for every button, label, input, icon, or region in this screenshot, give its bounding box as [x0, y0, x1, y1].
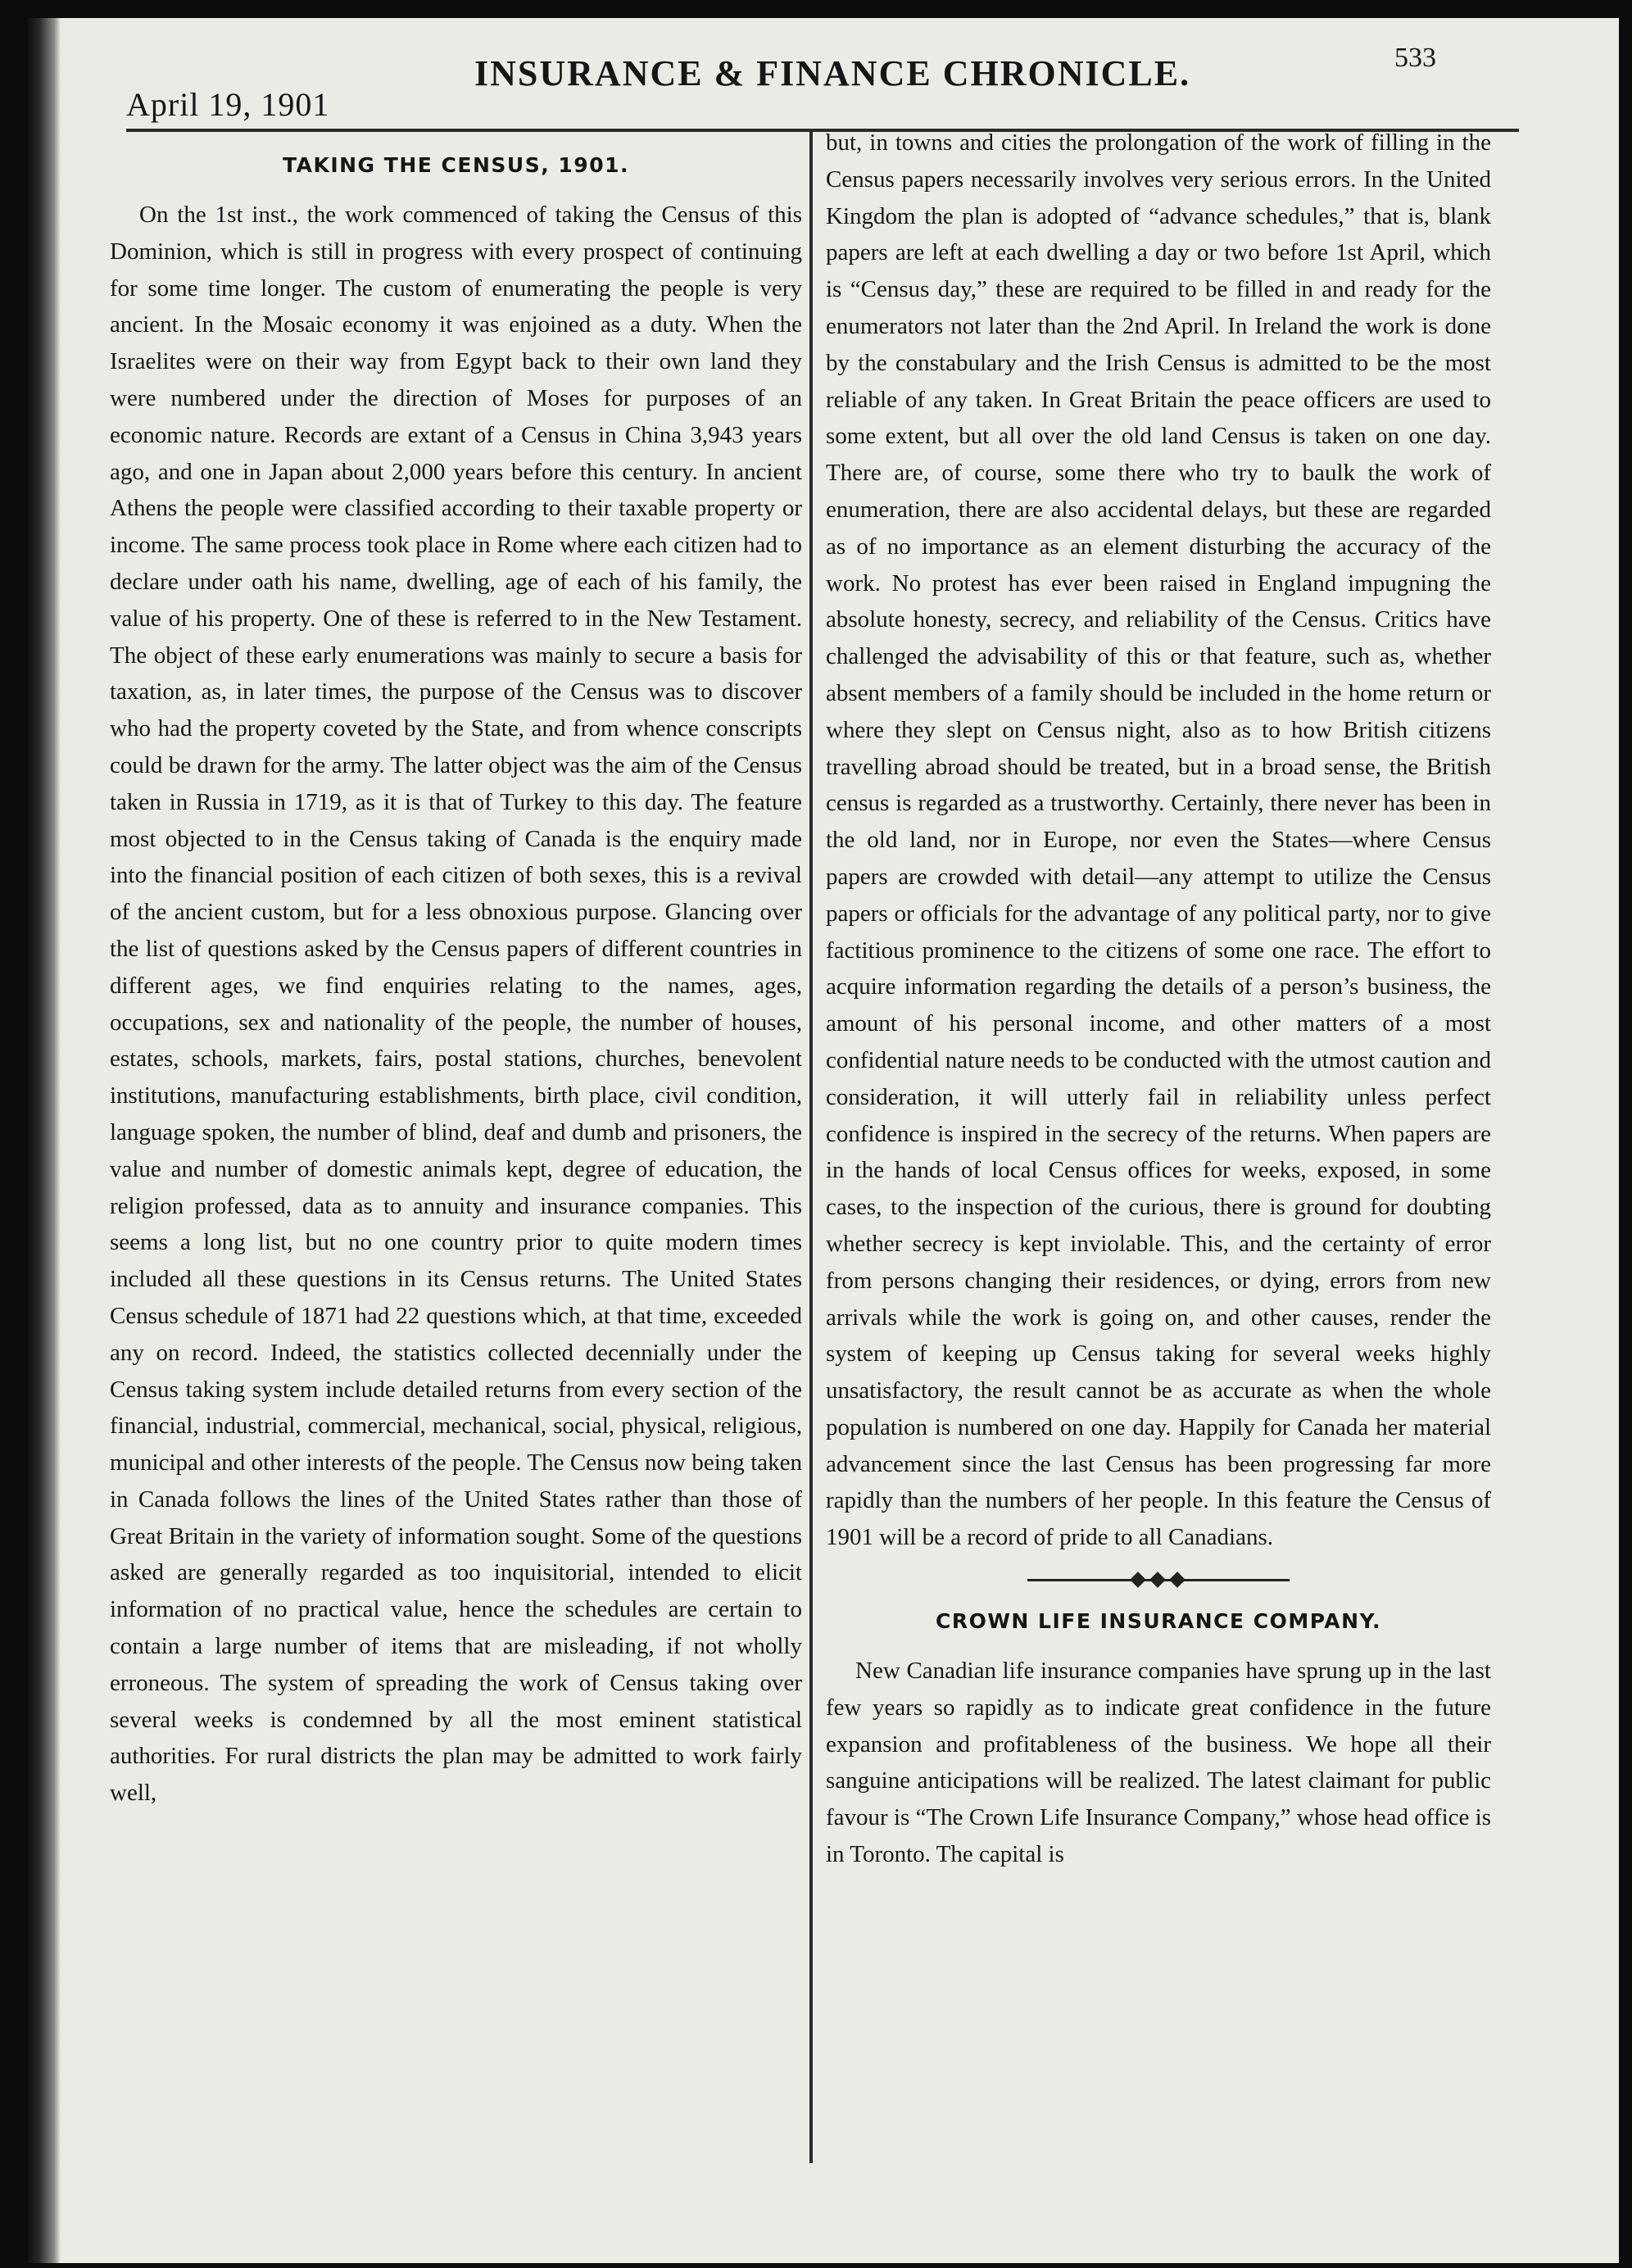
masthead-title: INSURANCE & FINANCE CHRONICLE.	[474, 53, 1191, 93]
right-column	[785, 125, 1491, 1873]
crown-life-paragraph-1: New Canadian life insurance companies have sprung up in the last few years so rapidly as to indicate great confidence in the future expansion and profitableness of the business. We hope all their sanguine anticipations will be realized. The latest claimant for public favour is “The Crown Life Insurance Company,” whose head office is in Toronto. The capital is	[826, 1658, 1491, 1868]
page-header	[28, 18, 1619, 141]
page-number: 533	[1394, 43, 1436, 73]
ornament-diamond	[1149, 1572, 1166, 1588]
article-title-crown-life: CROWN LIFE INSURANCE COMPANY.	[935, 1609, 1382, 1634]
left-column	[110, 149, 802, 1812]
ornament-diamond	[1130, 1572, 1146, 1588]
census-paragraph-1: On the 1st inst., the work commenced of taking the Census of this Dominion, which is still in progress with every prospect of continuing for some time longer. The custom of enumerating the people is very ancient. In the Mosaic economy it was enjoined as a duty. When the Israelites were on their way from Egypt back to their own land they were numbered under the direction of Moses for purposes of an economic nature. Records are extant of a Census in China 3,943 years ago, and one in Japan about 2,000 years before this century. In ancient Athens the people were classified according to their taxable property or income. The same process took place in Rome where each citizen had to declare under oath his name, dwelling, age of each of his family, the value of his property. One of these is referred to in the New Testament. The object of these early enumerations was mainly to secure a basis for taxation, as, in later times, the purpose of the Census was to discover who had the property coveted by the State, and from whence conscripts could be drawn for the army. The latter object was the aim of the Census taken in Russia in 1719, as it is that of Turkey to this day. The feature most objected to in the Census taking of Canada is the enquiry made into the financial position of each citizen of both sexes, this is a revival of the ancient custom, but for a less obnoxious purpose. Glancing over the list of questions asked by the Census papers of different countries in different ages, we find enquiries relating to the names, ages, occupations, sex and nationality of the people, the number of houses, estates, schools, markets, fairs, postal stations, churches, benevolent institutions, manufacturing establishments, birth place, civil condition, language spoken, the number of blind, deaf and dumb and prisoners, the value and number of domestic animals kept, degree of education, the religion professed, data as to annuity and insurance companies. This seems a long list, but no one country prior to quite modern times included all these questions in its Census returns. The United States Census schedule of 1871 had 22 questions which, at that time, exceeded any on record. Indeed, the statistics collected decennially under the Census taking system include detailed returns from every section of the financial, industrial, commercial, mechanical, social, physical, religious, municipal and other interests of the people. The Census now being taken in Canada follows the lines of the United States rather than those of Great Britain in the variety of information sought. Some of the questions asked are generally regarded as too inquisitorial, intended to elicit information of no practical value, hence the schedules are certain to contain a large number of items that are misleading, if not wholly erroneous. The system of spreading the work of Census taking over several weeks is condemned by all the most eminent statistical authorities. For rural districts the plan may be admitted to work fairly well,	[110, 202, 802, 1807]
newspaper-page	[28, 18, 1619, 2263]
binding-shadow	[28, 18, 61, 2263]
section-ornament	[1027, 1572, 1290, 1587]
census-paragraph-2: but, in towns and cities the prolongation of the work of filling in the Census papers necessarily involves very serious errors. In the United Kingdom the plan is adopted of “advance schedules,” that is, blank papers are left at each dwelling a day or two before 1st April, which is “Census day,” these are required to be filled in and ready for the enumerators not later than the 2nd April. In Ireland the work is done by the constabulary and the Irish Census is admitted to be the most reliable of any taken. In Great Britain the peace officers are used to some extent, but all over the old land Census is taken on one day. There are, of course, some there who try to baulk the work of enumeration, there are also accidental delays, but these are regarded as of no importance as an element disturbing the accuracy of the work. No protest has ever been raised in England impugning the absolute honesty, secrecy, and reliability of the Census. Critics have challenged the advisability of this or that feature, such as, whether absent members of a family should be included in the home return or where they slept on Census night, also as to how British citizens travelling abroad should be treated, but in a broad sense, the British census is regarded as a trustworthy. Certainly, there never has been in the old land, nor in Europe, nor even the States—where Census papers are crowded with detail—any attempt to utilize the Census papers or officials for the advantage of any political party, nor to give factitious prominence to the citizens of some one race. The effort to acquire information regarding the details of a person’s business, the amount of his personal income, and other matters of a most confidential nature needs to be conducted with the utmost caution and consideration, it will utterly fail in reliability unless perfect confidence is inspired in the secrecy of the returns. When papers are in the hands of local Census offices for weeks, exposed, in some cases, to the inspection of the curious, there is ground for doubting whether secrecy is kept inviolable. This, and the certainty of error from persons changing their residences, or dying, errors from new arrivals while the work is going on, and other causes, render the system of keeping up Census taking for several weeks highly unsatisfactory, the result cannot be as accurate as when the whole population is numbered on one day. Happily for Canada her material advancement since the last Census has been progressing far more rapidly than the numbers of her people. In this feature the Census of 1901 will be a record of pride to all Canadians.	[826, 129, 1491, 1551]
article-title-census: TAKING THE CENSUS, 1901.	[283, 153, 629, 177]
issue-date: April 19, 1901	[126, 86, 330, 123]
ornament-diamond	[1169, 1572, 1185, 1588]
